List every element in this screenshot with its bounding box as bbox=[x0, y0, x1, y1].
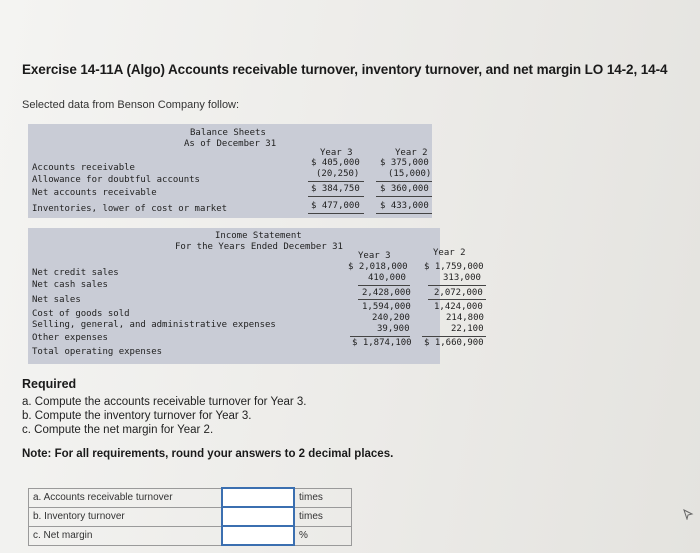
income-row-y3: 2,428,000 bbox=[362, 288, 411, 298]
answer-unit: % bbox=[294, 526, 352, 545]
income-row-label: Total operating expenses bbox=[32, 347, 163, 357]
income-row-y2: 313,000 bbox=[443, 273, 481, 283]
requirement-item: a. Compute the accounts receivable turnover for Year 3. bbox=[22, 396, 307, 408]
balance-row-label: Accounts receivable bbox=[32, 163, 135, 173]
income-row-label: Net credit sales bbox=[32, 268, 119, 278]
income-row-y3: 410,000 bbox=[368, 273, 406, 283]
income-col-year3: Year 3 bbox=[358, 251, 391, 261]
balance-bottom-rule-y2 bbox=[376, 213, 432, 214]
income-row-y2: $ 1,660,900 bbox=[424, 338, 484, 348]
balance-double-rule-y3 bbox=[308, 196, 364, 197]
income-netsales-rule-y2 bbox=[428, 299, 486, 300]
intro-text: Selected data from Benson Company follow: bbox=[22, 99, 240, 111]
balance-row-label: Allowance for doubtful accounts bbox=[32, 175, 200, 185]
income-col-year2: Year 2 bbox=[433, 248, 466, 258]
answer-input-inventory-turnover[interactable] bbox=[222, 507, 294, 526]
balance-bottom-rule-y3 bbox=[308, 213, 364, 214]
answer-row bbox=[29, 507, 352, 526]
balance-row-y3: $ 384,750 bbox=[311, 184, 360, 194]
answer-unit: times bbox=[294, 507, 352, 526]
income-row-label: Cost of goods sold bbox=[32, 309, 130, 319]
balance-row-y2: (15,000) bbox=[388, 169, 432, 179]
answer-label: c. Net margin bbox=[29, 526, 223, 545]
balance-col-year2: Year 2 bbox=[395, 148, 428, 158]
balance-double-rule-y2 bbox=[376, 196, 432, 197]
income-expenses-rule-y3 bbox=[350, 336, 410, 337]
rounding-note: Note: For all requirements, round your answers to 2 decimal places. bbox=[22, 448, 394, 460]
answer-row bbox=[29, 488, 352, 507]
requirement-item: b. Compute the inventory turnover for Year 3. bbox=[22, 410, 252, 422]
balance-subtotal-rule-y3 bbox=[308, 181, 364, 182]
balance-subtotal-rule-y2 bbox=[376, 181, 432, 182]
income-row-y2: 22,100 bbox=[451, 324, 484, 334]
requirement-item: c. Compute the net margin for Year 2. bbox=[22, 424, 214, 436]
balance-row-y2: $ 360,000 bbox=[380, 184, 429, 194]
balance-sheet-heading2: As of December 31 bbox=[184, 139, 277, 149]
income-row-y3: $ 2,018,000 bbox=[348, 262, 408, 272]
income-row-y3: 39,900 bbox=[377, 324, 410, 334]
income-sales-rule-y2 bbox=[428, 285, 486, 286]
income-row-y2: 1,424,000 bbox=[434, 302, 483, 312]
income-row-y3: 240,200 bbox=[372, 313, 410, 323]
balance-col-year3: Year 3 bbox=[320, 148, 353, 158]
income-row-label: Selling, general, and administrative expenses bbox=[32, 320, 276, 330]
pointer-icon bbox=[682, 508, 694, 520]
balance-row-y2: $ 375,000 bbox=[380, 158, 429, 168]
balance-row-y3: (20,250) bbox=[316, 169, 360, 179]
answer-unit: times bbox=[294, 488, 352, 507]
answer-table bbox=[28, 487, 352, 546]
income-row-y3: $ 1,874,100 bbox=[352, 338, 412, 348]
exercise-title: Exercise 14-11A (Algo) Accounts receivable turnover, inventory turnover, and net margin LO 14-2, 14-4 bbox=[22, 62, 668, 77]
answer-row bbox=[29, 526, 352, 545]
income-heading1: Income Statement bbox=[215, 231, 302, 241]
income-row-y3: 1,594,000 bbox=[362, 302, 411, 312]
income-row-label: Net sales bbox=[32, 295, 81, 305]
income-netsales-rule-y3 bbox=[358, 299, 410, 300]
income-row-label: Other expenses bbox=[32, 333, 108, 343]
answer-label: a. Accounts receivable turnover bbox=[29, 488, 223, 507]
balance-row-y3: $ 405,000 bbox=[311, 158, 360, 168]
income-expenses-rule-y2 bbox=[422, 336, 486, 337]
balance-row-y2: $ 433,000 bbox=[380, 201, 429, 211]
income-heading2: For the Years Ended December 31 bbox=[175, 242, 343, 252]
balance-row-y3: $ 477,000 bbox=[311, 201, 360, 211]
balance-row-label: Inventories, lower of cost or market bbox=[32, 204, 228, 214]
income-sales-rule-y3 bbox=[358, 285, 410, 286]
answer-input-ar-turnover[interactable] bbox=[222, 488, 294, 507]
income-row-label: Net cash sales bbox=[32, 280, 108, 290]
income-row-y2: 214,800 bbox=[446, 313, 484, 323]
income-row-y2: 2,072,000 bbox=[434, 288, 483, 298]
answer-input-net-margin[interactable] bbox=[222, 526, 294, 545]
answer-label: b. Inventory turnover bbox=[29, 507, 223, 526]
income-row-y2: $ 1,759,000 bbox=[424, 262, 484, 272]
balance-sheet-heading1: Balance Sheets bbox=[190, 128, 266, 138]
balance-row-label: Net accounts receivable bbox=[32, 188, 157, 198]
required-heading: Required bbox=[22, 377, 77, 391]
